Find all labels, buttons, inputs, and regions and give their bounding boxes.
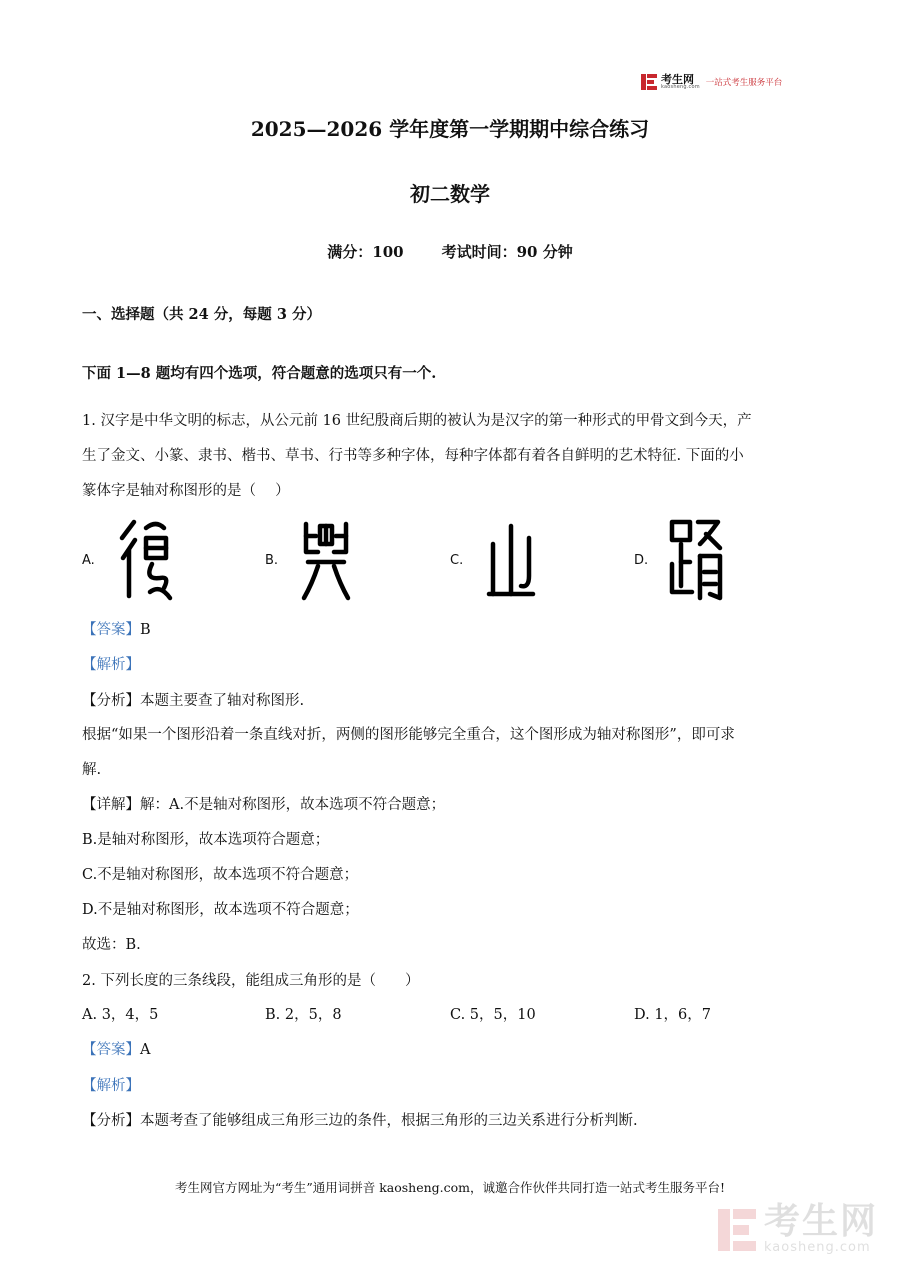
- seal-glyph-a-image: [116, 514, 174, 602]
- logo-name: 考生网: [661, 73, 694, 86]
- q2-option-a: A. 3，4，5: [82, 1007, 159, 1023]
- q1-fenxi-line: [82, 685, 822, 718]
- q2-option-c: C. 5，5，10: [450, 1007, 536, 1023]
- q1-choose: 故选：B.: [82, 937, 141, 953]
- q1-stem-line1: 1. 汉字是中华文明的标志，从公元前 16 世纪殷商后期的被认为是汉字的第一种形式的甲骨文到今天，产: [82, 413, 752, 429]
- section-instruction: 下面 1—8 题均有四个选项，符合题意的选项只有一个.: [82, 365, 437, 382]
- q2-fenxi-line: [82, 1105, 822, 1138]
- seal-glyph-d-image: [668, 514, 726, 602]
- q1-answer-line: [82, 614, 822, 647]
- exam-time: 考试时间：90 分钟: [441, 243, 573, 261]
- q1-detail-a-line: [82, 789, 822, 822]
- q2-analysis-tag: 【解析】: [82, 1078, 140, 1094]
- q1-stem-line2: 生了金文、小篆、隶书、楷书、草书、行书等多种字体，每种字体都有着各自鲜明的艺术特征. 下面的小: [82, 448, 744, 464]
- q1-answer: B: [140, 622, 151, 638]
- q1-basis-line2: 解.: [82, 762, 102, 778]
- watermark-domain: kaosheng.com: [764, 1240, 871, 1255]
- page-footer: 考生网官方网址为“考生”通用词拼音 kaosheng.com，诚邀合作伙伴共同打造一站式考生服务平台!: [174, 1180, 726, 1195]
- logo-domain: kaosheng.com: [661, 84, 700, 90]
- full-marks: 满分：100: [327, 243, 404, 261]
- q1-option-b-label: B.: [265, 553, 279, 568]
- q2-option-b: B. 2，5，8: [265, 1007, 342, 1023]
- q1-analysis-tag: 【解析】: [82, 657, 140, 673]
- q1-option-d-label: D.: [634, 553, 649, 568]
- q1-detail-tag: 【详解】: [82, 797, 140, 813]
- q1-option-a-label: A.: [82, 553, 95, 568]
- page-title: 2025—2026 学年度第一学期期中综合练习: [250, 117, 650, 141]
- q1-detail-c: C.不是轴对称图形，故本选项不符合题意；: [82, 867, 359, 883]
- seal-glyph-c-image: [485, 514, 537, 602]
- q1-option-c-label: C.: [450, 553, 464, 568]
- q1-detail-d: D.不是轴对称图形，故本选项不符合题意；: [82, 902, 359, 918]
- logo-slogan: 一站式考生服务平台: [705, 78, 783, 88]
- q2-option-d: D. 1，6，7: [634, 1007, 712, 1023]
- q1-detail-a: 解：A.不是轴对称图形，故本选项不符合题意；: [140, 797, 446, 813]
- q2-stem: 2. 下列长度的三条线段，能组成三角形的是（ ）: [82, 973, 420, 989]
- q1-answer-tag: 【答案】: [82, 622, 140, 638]
- q1-detail-b: B.是轴对称图形，故本选项符合题意；: [82, 832, 330, 848]
- watermark-logo-icon: [716, 1207, 758, 1253]
- q2-fenxi: 本题考查了能够组成三角形三边的条件，根据三角形的三边关系进行分析判断.: [140, 1113, 638, 1129]
- q2-fenxi-tag: 【分析】: [82, 1113, 140, 1129]
- subject-title: 初二数学: [410, 182, 490, 206]
- q1-basis-line1: 根据“如果一个图形沿着一条直线对折，两侧的图形能够完全重合，这个图形成为轴对称图形”，即可求: [82, 727, 735, 743]
- kaosheng-watermark: [716, 1201, 879, 1255]
- kaosheng-logo-icon: [640, 73, 658, 91]
- watermark-name: 考生网: [764, 1201, 879, 1242]
- seal-glyph-b-image: [300, 514, 352, 602]
- q2-answer: A: [140, 1042, 151, 1058]
- header-logo: [640, 70, 782, 94]
- q1-fenxi: 本题主要查了轴对称图形.: [140, 693, 305, 709]
- section-heading: 一、选择题（共 24 分，每题 3 分）: [82, 306, 321, 323]
- q2-answer-tag: 【答案】: [82, 1042, 140, 1058]
- q1-fenxi-tag: 【分析】: [82, 693, 140, 709]
- q1-stem-line3: 篆体字是轴对称图形的是（ ）: [82, 483, 290, 499]
- q2-answer-line: [82, 1034, 822, 1067]
- exam-meta: [0, 241, 900, 262]
